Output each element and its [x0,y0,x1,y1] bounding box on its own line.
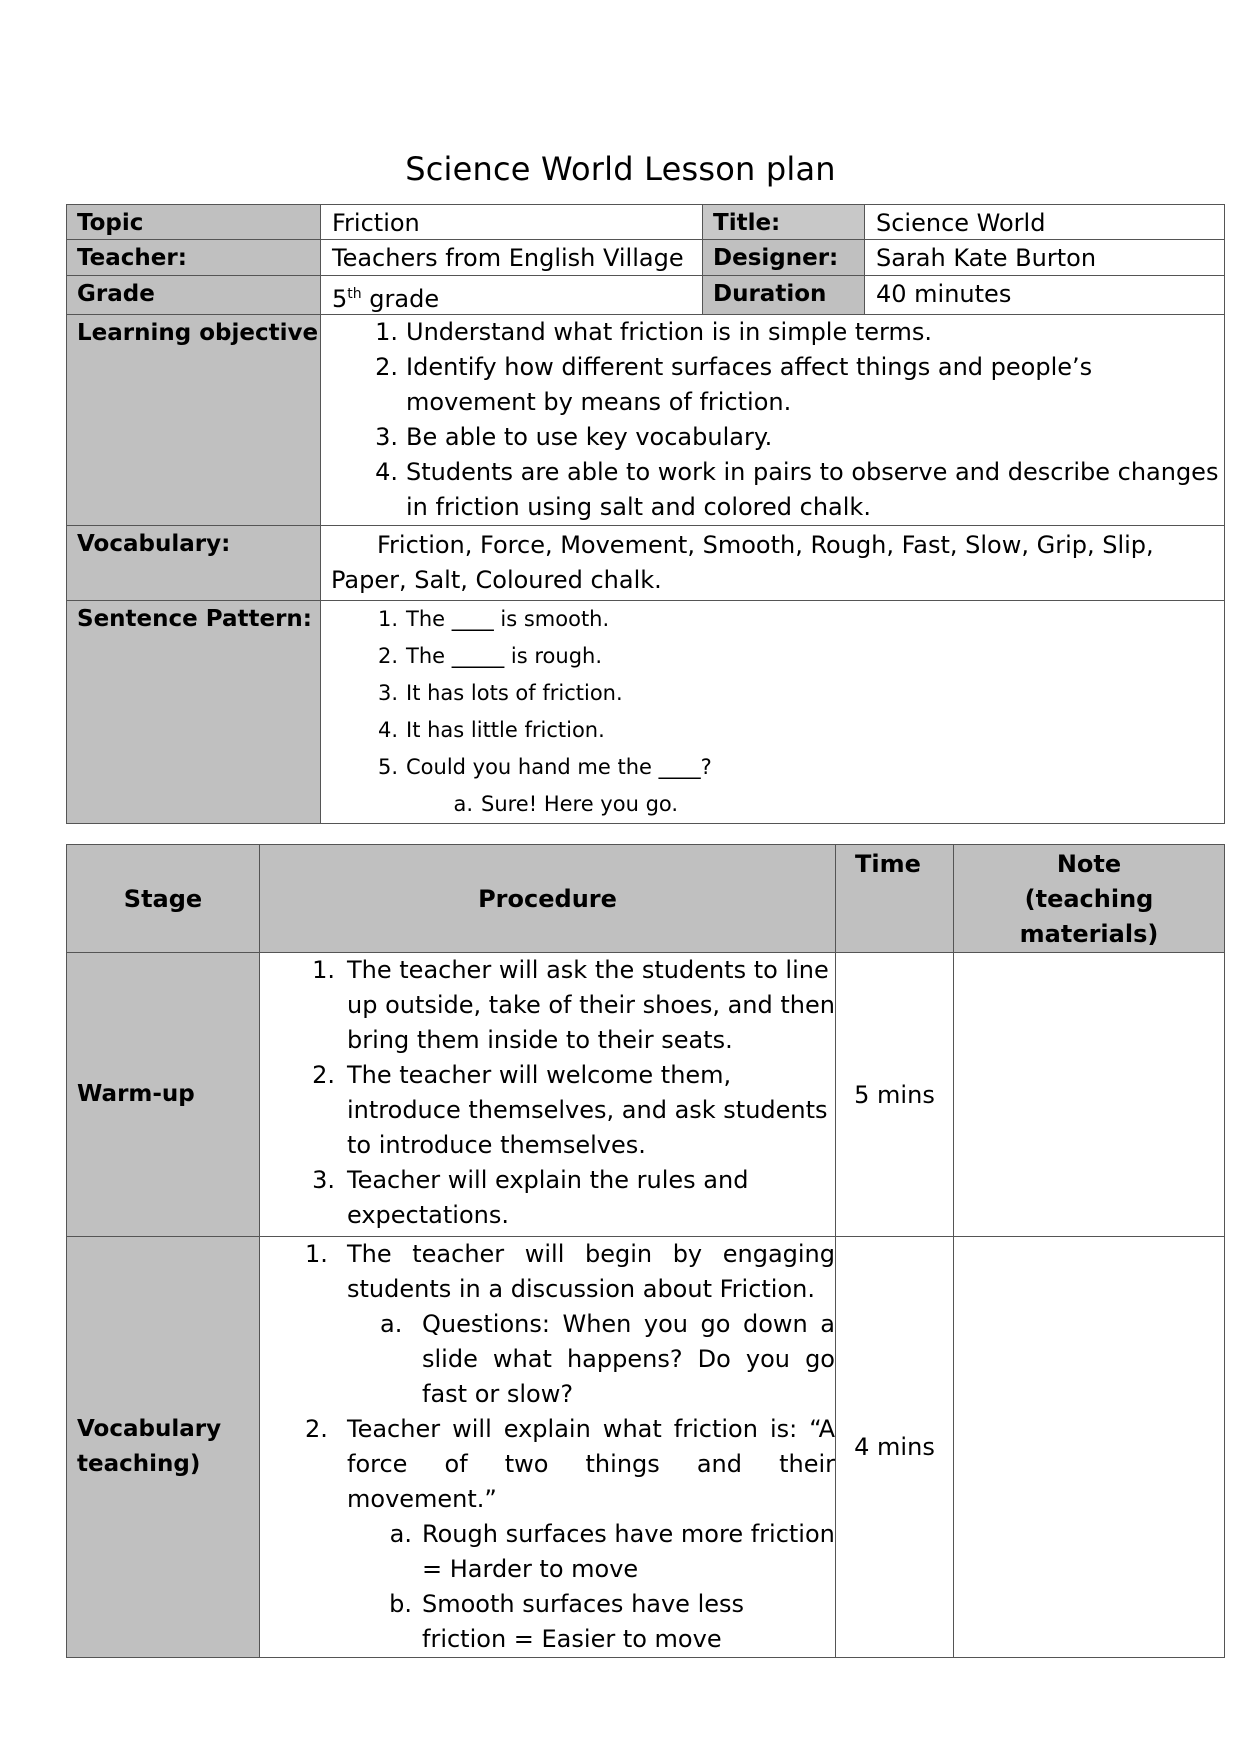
warm-up-time: 5 mins [836,953,954,1237]
sentence-item: 2. The _____ is rough. [377,644,603,668]
duration-label: Duration [703,276,865,315]
objective-item: 2. Identify how different surfaces affect things and people’s movement by means of friction. [375,353,1093,416]
topic-label: Topic [67,205,321,240]
learning-objective-row [67,315,1225,526]
warm-up-row [67,953,1225,1237]
procedure-step: 1. The teacher will ask the students to line up outside, take of their shoes, and then bring them inside to their seats. [312,956,835,1054]
procedure-step: 3. Teacher will explain the rules and expectations. [312,1166,749,1229]
title-label: Title: [703,205,865,240]
grade-value [321,276,703,315]
learning-objective-label: Learning objective [67,315,321,526]
sentence-pattern-list [321,601,1224,823]
header-time: Time [836,845,954,953]
sentence-item: 4. It has little friction. [377,718,605,742]
vocabulary-label: Vocabulary: [67,526,321,601]
vocabulary-teaching-note [954,1237,1225,1658]
header-note-title: Note [1056,850,1122,878]
procedure-step: 2. The teacher will welcome them, introduce themselves, and ask students to introduce themselves. [312,1061,828,1159]
sentence-pattern-row [67,601,1225,824]
title-value: Science World [865,205,1225,240]
warm-up-note [954,953,1225,1237]
vocabulary-teaching-steps [260,1237,835,1657]
procedure-table [66,844,1225,1658]
stage-vocabulary-teaching: Vocabulary teaching) [67,1237,260,1658]
vocabulary-row [67,526,1225,601]
grade-label: Grade [67,276,321,315]
teacher-label: Teacher: [67,240,321,276]
topic-row [67,205,1225,240]
procedure-substep: a. Rough surfaces have more friction = Harder to move [389,1520,835,1583]
stage-warm-up: Warm-up [67,953,260,1237]
header-procedure: Procedure [260,845,836,953]
learning-objective-list [321,315,1224,525]
sentence-pattern-label: Sentence Pattern: [67,601,321,824]
grade-number: 5 [332,285,348,313]
lesson-info-table [66,204,1225,824]
objective-item: 1. Understand what friction is in simple terms. [375,318,932,346]
warm-up-steps [260,953,835,1233]
grade-row [67,276,1225,315]
objective-item: 3. Be able to use key vocabulary. [375,423,773,451]
sentence-subitem: a. Sure! Here you go. [453,792,679,816]
learning-objective-list-cell [321,315,1225,526]
grade-text: grade [361,285,440,313]
header-note-subtitle: (teaching materials) [1019,885,1159,948]
header-stage: Stage [67,845,260,953]
teacher-row [67,240,1225,276]
teacher-value: Teachers from English Village [321,240,703,276]
procedure-step: 2. Teacher will explain what friction is: “A force of two things and their movement.” [305,1415,835,1513]
procedure-substep: b. Smooth surfaces have less friction = Easier to move [389,1590,745,1653]
vocabulary-teaching-procedure-cell [260,1237,836,1658]
designer-value: Sarah Kate Burton [865,240,1225,276]
objective-item: 4. Students are able to work in pairs to observe and describe changes in friction using salt and colored chalk. [375,458,1219,521]
sentence-item: 3. It has lots of friction. [377,681,623,705]
designer-label: Designer: [703,240,865,276]
sentence-pattern-list-cell [321,601,1225,824]
vocabulary-teaching-time: 4 mins [836,1237,954,1658]
duration-value: 40 minutes [865,276,1225,315]
sentence-item: 5. Could you hand me the ____? [377,755,712,779]
document-title: Science World Lesson plan [405,150,836,188]
vocabulary-teaching-row [67,1237,1225,1658]
procedure-step: 1. The teacher will begin by engaging students in a discussion about Friction. [305,1240,835,1303]
warm-up-procedure-cell [260,953,836,1237]
grade-ordinal-suffix: th [347,286,362,302]
sentence-item: 1. The ____ is smooth. [377,607,610,631]
procedure-header-row [67,845,1225,953]
procedure-substep: a. Questions: When you go down a slide what happens? Do you go fast or slow? [380,1310,835,1408]
topic-value: Friction [321,205,703,240]
vocabulary-value: Friction, Force, Movement, Smooth, Rough, Fast, Slow, Grip, Slip, Paper, Salt, Coloured chalk. [321,526,1225,601]
header-note [954,845,1225,953]
